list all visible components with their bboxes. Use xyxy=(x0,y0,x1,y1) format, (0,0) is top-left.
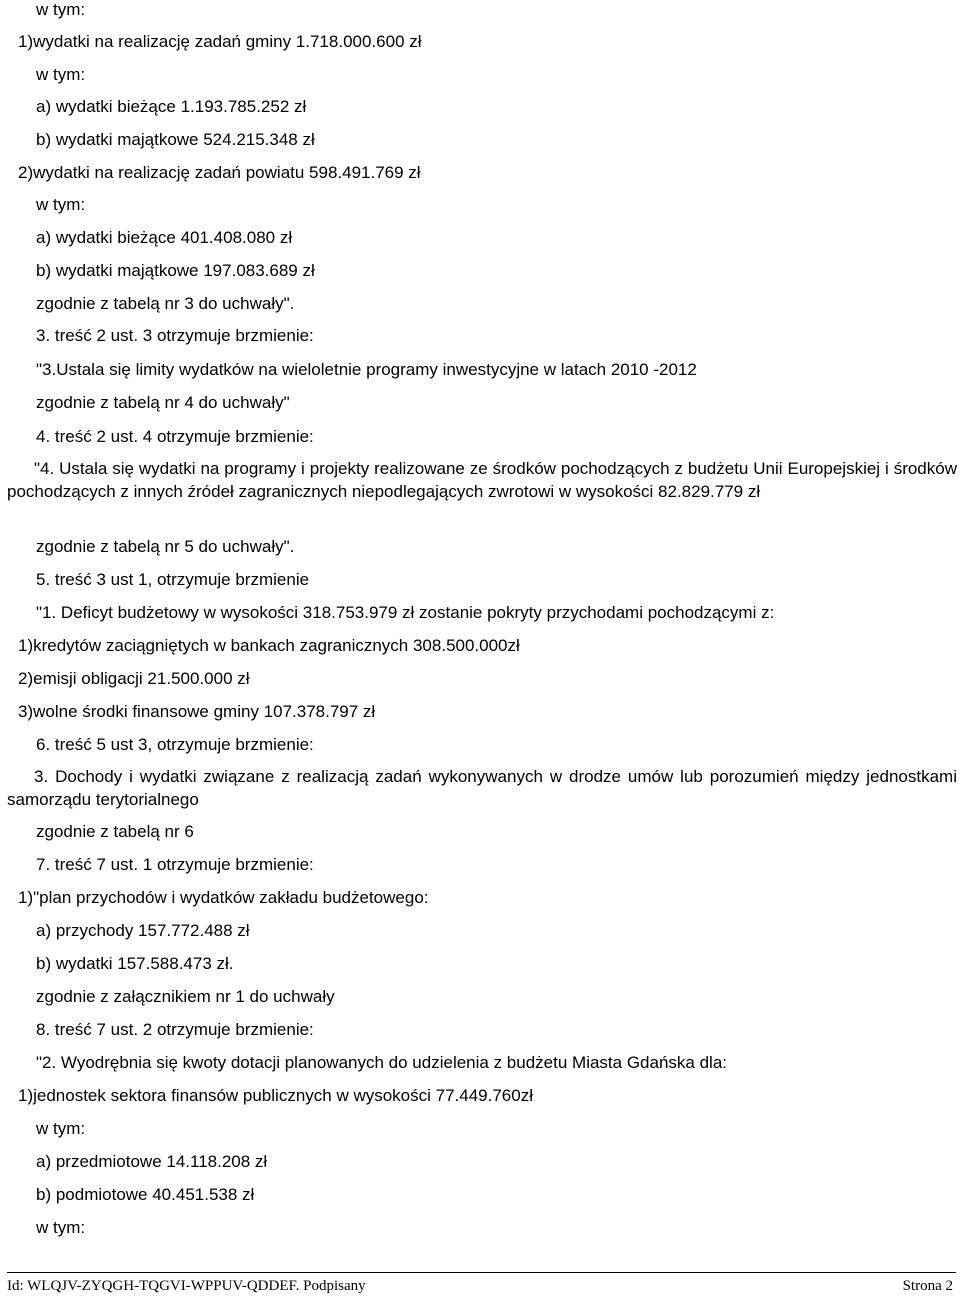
text-line: 7. treść 7 ust. 1 otrzymuje brzmienie: xyxy=(36,855,314,874)
text-line: 1)jednostek sektora finansów publicznych w wysokości 77.449.760zł xyxy=(18,1086,533,1105)
paragraph-text: 3. Dochody i wydatki związane z realizacją zadań wykonywanych w drodze umów lub porozumień między jednostkami samorządu terytorialnego xyxy=(7,767,957,809)
text-line: 6. treść 5 ust 3, otrzymuje brzmienie: xyxy=(36,735,314,754)
text-line: 2)wydatki na realizację zadań powiatu 598.491.769 zł xyxy=(18,163,421,182)
text-line: 1)wydatki na realizację zadań gminy 1.718.000.600 zł xyxy=(18,32,422,51)
text-line: zgodnie z załącznikiem nr 1 do uchwały xyxy=(36,987,335,1006)
text-line: a) przychody 157.772.488 zł xyxy=(36,921,250,940)
text-line: a) przedmiotowe 14.118.208 zł xyxy=(36,1152,268,1171)
text-line: w tym: xyxy=(36,195,86,214)
footer-page-number: Strona 2 xyxy=(902,1278,953,1294)
text-line: b) podmiotowe 40.451.538 zł xyxy=(36,1185,255,1204)
text-line: b) wydatki 157.588.473 zł. xyxy=(36,954,234,973)
text-line: 5. treść 3 ust 1, otrzymuje brzmienie xyxy=(36,570,310,589)
text-line: b) wydatki majątkowe 524.215.348 zł xyxy=(36,130,315,149)
text-line: w tym: xyxy=(36,0,86,19)
text-line: a) wydatki bieżące 1.193.785.252 zł xyxy=(36,97,307,116)
text-line: 3. treść 2 ust. 3 otrzymuje brzmienie: xyxy=(36,326,314,345)
text-line: zgodnie z tabelą nr 4 do uchwały" xyxy=(36,393,290,412)
text-line: w tym: xyxy=(36,1218,86,1237)
text-line: w tym: xyxy=(36,65,86,84)
text-line: zgodnie z tabelą nr 6 xyxy=(36,822,194,841)
text-line: 1)"plan przychodów i wydatków zakładu budżetowego: xyxy=(18,888,429,907)
text-line: "1. Deficyt budżetowy w wysokości 318.753.979 zł zostanie pokryty przychodami pochodzącymi z: xyxy=(36,603,775,622)
text-line: 3)wolne środki finansowe gminy 107.378.797 zł xyxy=(18,702,376,721)
text-line: a) wydatki bieżące 401.408.080 zł xyxy=(36,228,293,247)
footer-divider xyxy=(7,1272,956,1273)
text-line: 1)kredytów zaciągniętych w bankach zagranicznych 308.500.000zł xyxy=(18,636,520,655)
paragraph-text: "4. Ustala się wydatki na programy i projekty realizowane ze środków pochodzących z budżetu Unii Europejskiej i środków pochodzących z innych źródeł zagranicznych niepodlegających zwrotowi w wysokości 82.829.779 zł xyxy=(7,459,957,501)
paragraph xyxy=(7,458,957,503)
text-line: zgodnie z tabelą nr 5 do uchwały". xyxy=(36,537,295,556)
text-line: 4. treść 2 ust. 4 otrzymuje brzmienie: xyxy=(36,427,314,446)
text-line: "2. Wyodrębnia się kwoty dotacji planowanych do udzielenia z budżetu Miasta Gdańska dla: xyxy=(36,1053,727,1072)
text-line: 8. treść 7 ust. 2 otrzymuje brzmienie: xyxy=(36,1020,314,1039)
paragraph xyxy=(7,766,957,811)
text-line: "3.Ustala się limity wydatków na wieloletnie programy inwestycyjne w latach 2010 -2012 xyxy=(36,360,697,379)
text-line: b) wydatki majątkowe 197.083.689 zł xyxy=(36,261,315,280)
footer-document-id: Id: WLQJV-ZYQGH-TQGVI-WPPUV-QDDEF. Podpisany xyxy=(7,1278,366,1294)
text-line: 2)emisji obligacji 21.500.000 zł xyxy=(18,669,250,688)
text-line: w tym: xyxy=(36,1119,86,1138)
text-line: zgodnie z tabelą nr 3 do uchwały". xyxy=(36,294,295,313)
